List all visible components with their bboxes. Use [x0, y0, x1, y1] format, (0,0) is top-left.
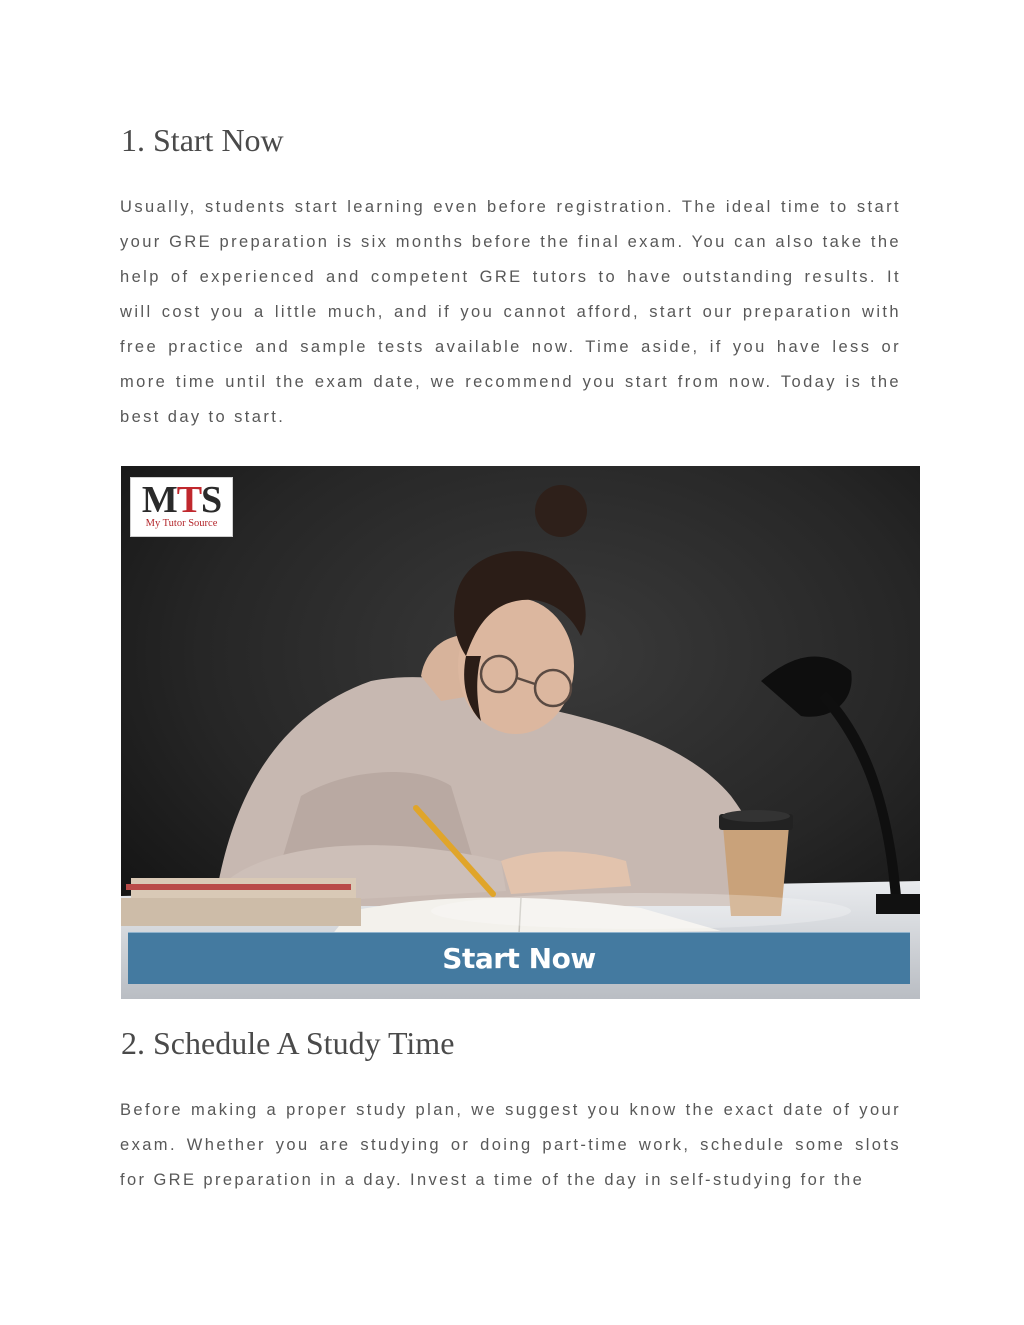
section-heading-start-now: 1. Start Now [121, 122, 284, 158]
mts-logo [130, 477, 233, 537]
pen-nib-icon: T [176, 479, 202, 521]
section-heading-schedule-study-time: 2. Schedule A Study Time [121, 1025, 455, 1061]
start-now-banner-label: Start Now [442, 942, 596, 975]
mts-logo-mark: MTS [141, 479, 222, 521]
student-studying-illustration [121, 466, 920, 999]
hero-image [121, 466, 920, 999]
start-now-banner-button[interactable] [128, 932, 910, 984]
mts-logo-name: My Tutor Source [145, 518, 218, 529]
section-paragraph-start-now: Usually, students start learning even before registration. The ideal time to start your GRE preparation is six months before the final exam. You can also take the help of experienced and competent GRE tutors to have outstanding results. It will cost you a little much, and if you cannot afford, start our preparation with free practice and sample tests available now. Time aside, if you have less or more time until the exam date, we recommend you start from now. Today is the best day to start. [120, 198, 901, 426]
section-paragraph-schedule-study-time: Before making a proper study plan, we suggest you know the exact date of your exam. Whether you are studying or doing part-time work, schedule some slots for GRE preparation in a day. Invest a time of the day in self-studying for the [120, 1101, 901, 1189]
